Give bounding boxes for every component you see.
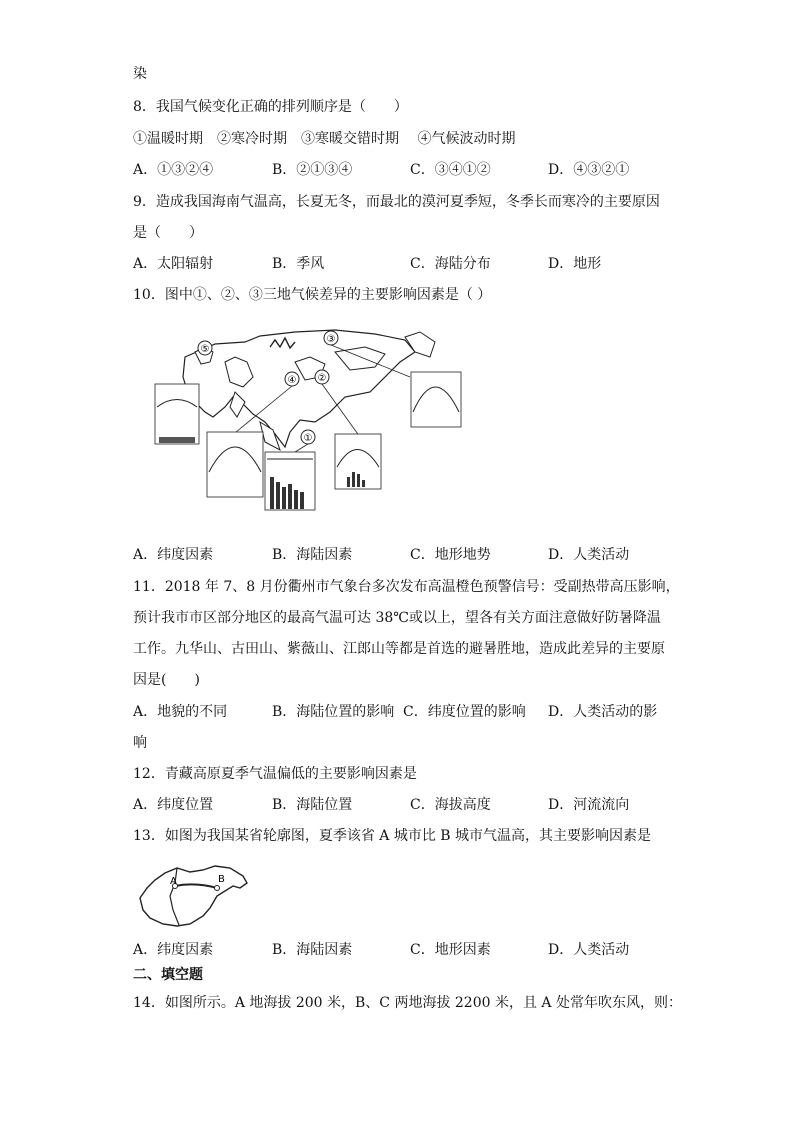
question-8-items: ①温暖时期 ②寒冷时期 ③寒暖交错时期 ④气候波动时期 bbox=[133, 131, 516, 147]
question-11-cont-1: 预计我市市区部分地区的最高气温可达 38℃或以上，望各有关方面注意做好防暑降温 bbox=[133, 610, 661, 626]
q11-option-d[interactable]: D．人类活动的影 bbox=[548, 704, 658, 720]
q8-option-c[interactable]: C．③④①② bbox=[410, 162, 491, 178]
figure-province-outline bbox=[135, 858, 250, 930]
section-heading-fill-in: 二、填空题 bbox=[133, 967, 203, 983]
q13-option-d[interactable]: D．人类活动 bbox=[548, 942, 630, 958]
marker-1 bbox=[301, 430, 315, 444]
world-map-outline bbox=[183, 330, 415, 447]
q11-option-d-wrap: 响 bbox=[133, 735, 147, 751]
question-9: 9．造成我国海南气温高，长夏无冬，而最北的漠河夏季短，冬季长而寒冷的主要原因 bbox=[133, 194, 660, 210]
q12-option-b[interactable]: B．海陆位置 bbox=[272, 797, 353, 813]
climate-chart-2 bbox=[335, 434, 381, 489]
q13-option-a[interactable]: A．纬度因素 bbox=[133, 942, 214, 958]
text-continuation: 染 bbox=[133, 66, 147, 82]
question-9-cont: 是（ ） bbox=[133, 225, 203, 241]
q13-option-c[interactable]: C．地形因素 bbox=[410, 942, 491, 958]
q12-option-a[interactable]: A．纬度位置 bbox=[133, 797, 214, 813]
svg-text:③: ③ bbox=[326, 334, 336, 345]
question-11: 11．2018 年 7、8 月份衢州市气象台多次发布高温橙色预警信号：受副热带高压影响， bbox=[133, 579, 680, 595]
q8-option-d[interactable]: D．④③②① bbox=[548, 162, 630, 178]
svg-text:①: ① bbox=[303, 433, 313, 444]
question-8: 8．我国气候变化正确的排列顺序是（ ） bbox=[133, 99, 408, 115]
climate-chart-4 bbox=[207, 432, 263, 497]
q12-option-d[interactable]: D．河流流向 bbox=[548, 797, 630, 813]
province-outline bbox=[140, 866, 247, 926]
q11-option-c[interactable]: C．纬度位置的影响 bbox=[403, 704, 526, 720]
q10-option-d[interactable]: D．人类活动 bbox=[548, 547, 630, 563]
figure-world-climate-map bbox=[135, 322, 465, 517]
climate-chart-1 bbox=[265, 452, 315, 510]
climate-chart-left bbox=[155, 384, 199, 444]
svg-text:⑤: ⑤ bbox=[200, 344, 210, 355]
city-a-label: A bbox=[170, 876, 177, 887]
question-10: 10．图中①、②、③三地气候差异的主要影响因素是（ ） bbox=[133, 287, 492, 303]
climate-chart-3 bbox=[411, 372, 461, 427]
q11-option-a[interactable]: A．地貌的不同 bbox=[133, 704, 228, 720]
q8-option-b[interactable]: B．②①③④ bbox=[272, 162, 353, 178]
q11-option-b[interactable]: B．海陆位置的影响 bbox=[272, 704, 395, 720]
question-11-cont-2: 工作。九华山、古田山、紫薇山、江郎山等都是首选的避暑胜地，造成此差异的主要原 bbox=[133, 641, 665, 657]
q10-option-b[interactable]: B．海陆因素 bbox=[272, 547, 353, 563]
q8-option-a[interactable]: A．①③②④ bbox=[133, 162, 214, 178]
q10-option-a[interactable]: A．纬度因素 bbox=[133, 547, 214, 563]
marker-3 bbox=[324, 331, 338, 345]
q9-option-b[interactable]: B．季风 bbox=[272, 256, 325, 272]
q9-option-a[interactable]: A．太阳辐射 bbox=[133, 256, 214, 272]
city-b-label: B bbox=[218, 874, 225, 885]
marker-5 bbox=[198, 341, 212, 355]
question-13: 13．如图为我国某省轮廓图，夏季该省 A 城市比 B 城市气温高，其主要影响因素是 bbox=[133, 828, 652, 844]
q13-option-b[interactable]: B．海陆因素 bbox=[272, 942, 353, 958]
q12-option-c[interactable]: C．海拔高度 bbox=[410, 797, 491, 813]
marker-4 bbox=[285, 372, 299, 386]
svg-text:④: ④ bbox=[287, 375, 297, 386]
question-12: 12．青藏高原夏季气温偏低的主要影响因素是 bbox=[133, 766, 417, 782]
q9-option-d[interactable]: D．地形 bbox=[548, 256, 602, 272]
question-11-cont-3: 因是( ) bbox=[133, 672, 200, 688]
marker-2 bbox=[315, 370, 329, 384]
q10-option-c[interactable]: C．地形地势 bbox=[410, 547, 491, 563]
svg-text:②: ② bbox=[317, 373, 327, 384]
question-14: 14．如图所示。A 地海拔 200 米，B、C 两地海拔 2200 米，且 A 处常年吹东风，则： bbox=[133, 995, 682, 1011]
q9-option-c[interactable]: C．海陆分布 bbox=[410, 256, 491, 272]
